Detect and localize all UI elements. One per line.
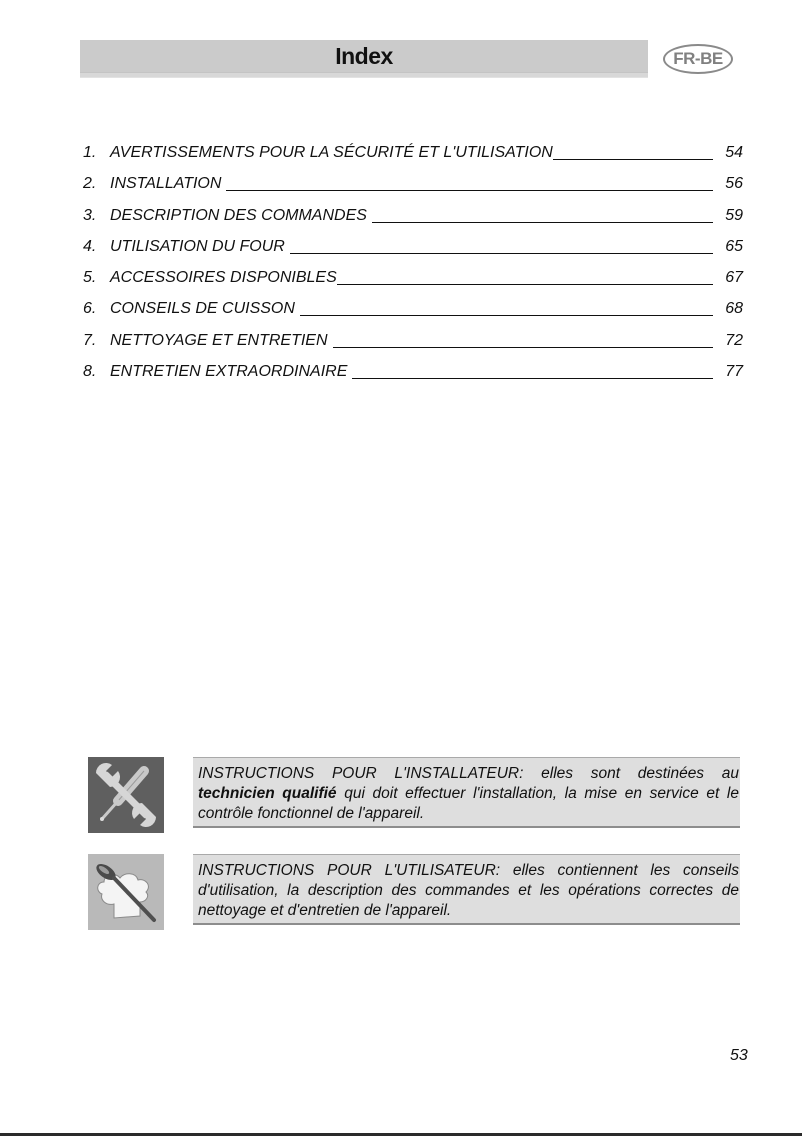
language-badge: FR-BE [663,44,733,74]
toc-leader-line [553,143,713,160]
page-number: 53 [730,1047,748,1064]
toc-entry-number: 8. [83,363,97,381]
toc-leader-line [372,206,713,223]
toc-leader-line [352,362,713,379]
toc-entry-title: CONSEILS DE CUISSON [110,300,295,318]
toc-entry-page: 54 [725,144,743,161]
toc-entry-number: 4. [83,237,97,255]
qualified-technician-emphasis: technicien qualifié [198,785,337,802]
title-bar [80,40,648,78]
toc-entry-title: NETTOYAGE ET ENTRETIEN [110,331,328,349]
toc-entry[interactable] [83,143,743,174]
toc-entry-title: ACCESSOIRES DISPONIBLES [110,269,337,287]
toc-entry-page: 72 [725,331,743,349]
toc-leader-line [333,331,713,348]
toc-entry-number: 3. [83,206,97,224]
toc-leader-line [300,299,713,316]
toc-entry-page: 68 [725,300,743,318]
toc-entry-page: 65 [725,237,743,255]
toc-entry[interactable] [83,362,743,393]
toc-entry-title: DESCRIPTION DES COMMANDES [110,206,367,224]
installer-text-intro: INSTRUCTIONS POUR L'INSTALLATEUR: elles sont destinées au [198,765,739,782]
toc-entry-number: 7. [83,331,97,349]
toc-entry-page: 59 [725,206,743,224]
toc-entry[interactable] [83,299,743,330]
table-of-contents [83,143,743,393]
toc-entry[interactable] [83,237,743,268]
toc-entry[interactable] [83,268,743,299]
toc-entry[interactable] [83,174,743,205]
user-instructions-text: INSTRUCTIONS POUR L'UTILISATEUR: elles contiennent les conseils d'utilisation, la description des commandes et les opérations correctes de nettoyage et d'entretien de l'appareil. [193,854,740,925]
toc-entry-number: 2. [83,175,97,193]
toc-entry-number: 6. [83,300,97,318]
toc-leader-line [337,268,713,285]
toc-entry-number: 5. [83,269,97,287]
toc-entry[interactable] [83,331,743,362]
toc-entry-page: 56 [725,175,743,193]
toc-entry-title: UTILISATION DU FOUR [110,237,285,255]
toc-entry-page: 67 [725,269,743,287]
installer-instructions-text [193,757,740,828]
toc-leader-line [290,237,713,254]
toc-entry[interactable] [83,206,743,237]
tools-icon [88,757,164,833]
page-title: Index [335,43,393,69]
installer-text-rest: qui doit effectuer l'installation, la mise en service et le contrôle fonctionnel de l'appareil. [198,785,739,822]
toc-leader-line [226,174,713,191]
toc-entry-title: AVERTISSEMENTS POUR LA SÉCURITÉ ET L'UTILISATION [110,144,553,161]
toc-entry-title: INSTALLATION [110,175,222,193]
toc-entry-number: 1. [83,144,97,161]
toc-entry-title: ENTRETIEN EXTRAORDINAIRE [110,363,348,381]
chef-spoon-icon [88,854,164,930]
toc-entry-page: 77 [725,363,743,381]
